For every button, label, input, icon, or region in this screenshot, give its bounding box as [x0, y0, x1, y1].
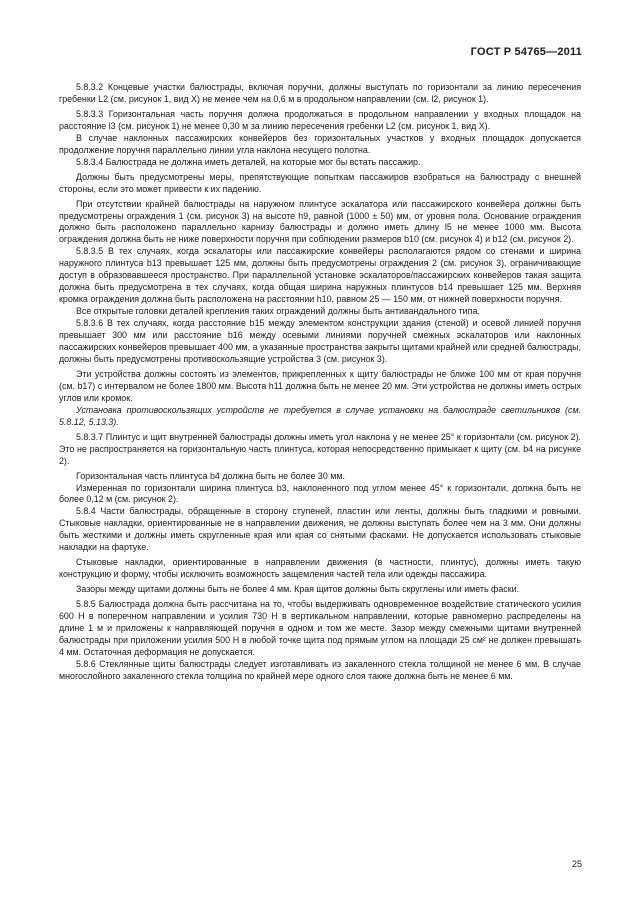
paragraph-5-8-6: 5.8.6 Стеклянные щиты балюстрады следует изготавливать из закаленного стекла толщиной не менее 6 мм. В случае многослойного закаленного стекла толщина по крайней мере одного слоя также должна быть не менее 6 мм.	[59, 658, 581, 681]
paragraph: При отсутствии крайней балюстрады на наружном плинтусе эскалатора или пассажирского конвейера должны быть предусмотрены ограждения 1 (см. рисунок 3) на высоте h9, равной (1000 ± 50) мм, от уровня пола. Основание ограждения должно быть расположено параллельно карнизу балюстрады и должно иметь длину l5 не менее 1000 мм. Высота ограждения должна быть не ниже поверхности поручня при соблюдении размеров b10 (см. рисунок 4) и b12 (см. рисунок 2).	[59, 198, 581, 245]
paragraph: Измеренная по горизонтали ширина плинтуса b3, наклоненного под углом менее 45° к горизонтали, должна быть не более 0,12 м (см. рисунок 2).	[59, 482, 581, 505]
paragraph: В случае наклонных пассажирских конвейеров без горизонтальных участков у входных площадок допускается продолжение поручня параллельно линии угла наклона несущего полотна.	[59, 132, 581, 155]
document-body	[59, 82, 581, 683]
page-number: 25	[571, 859, 582, 869]
paragraph: Стыковые накладки, ориентированные в направлении движения (в частности, плинтус), должны иметь такую конструкцию и форму, чтобы исключить возможность защемления частей тела или одежды пассажира.	[59, 557, 581, 580]
paragraph-note: Установка противоскользящих устройств не требуется в случае установки на балюстраде светильников (см. 5.8.12, 5.13.3).	[59, 404, 581, 427]
paragraph-5-8-3-2: 5.8.3.2 Концевые участки балюстрады, включая поручни, должны выступать по горизонтали за линию пересечения гребенки L2 (см. рисунок 1, вид X) не менее чем на 0,6 м в продольном направлении (см. l2, рисунок 1).	[59, 82, 581, 104]
paragraph-5-8-3-4: 5.8.3.4 Балюстрада не должна иметь деталей, на которые мог бы встать пассажир.	[76, 156, 421, 167]
paragraph: Горизонтальная часть плинтуса b4 должна быть не более 30 мм.	[76, 470, 345, 481]
paragraph-5-8-3-7: 5.8.3.7 Плинтус и щит внутренней балюстрады должны иметь угол наклона γ не менее 25° к горизонтали (см. рисунок 2). Это не распространяется на горизонтальную часть плинтуса, которая непосредственно примыкает к щиту (см. b4 на рисунке 2).	[59, 431, 581, 466]
paragraph: Зазоры между щитами должны быть не более 4 мм. Края щитов должны быть скруглены или иметь фаски.	[76, 584, 520, 595]
paragraph-5-8-3-3: 5.8.3.3 Горизонтальная часть поручня должна продолжаться в продольном направлении у входных площадок на расстояние l3 (см. рисунок 1) не менее 0,30 м за линию пересечения гребенки L2 (см. рисунок 1, вид X).	[59, 108, 581, 131]
paragraph-5-8-5: 5.8.5 Балюстрада должна быть рассчитана на то, чтобы выдерживать одновременное воздействие статического усилия 600 Н в поперечном направлении и усилия 730 Н в вертикальном направлении, которые равномерно распределены на длине 1 м и приложены к направляющей поручня в одном и том же месте. Зазор между смежными щитами внутренней балюстрады при приложении усилия 500 Н в любой точке щита под прямым углом на площади 25 см² не должен превышать 4 мм. Остаточная деформация не допускается.	[59, 599, 581, 657]
paragraph: Эти устройства должны состоять из элементов, прикрепленных к щиту балюстрады не ближе 100 мм от края поручня (см. b17) с интервалом не более 1800 мм. Высота h11 должна быть не менее 20 мм. Эти устройства не должны иметь острых углов или кромок.	[59, 368, 581, 403]
paragraph: Все открытые головки деталей крепления таких ограждений должны быть антивандального типа.	[76, 306, 480, 317]
document-header: ГОСТ Р 54765—2011	[470, 46, 582, 58]
paragraph-5-8-3-6: 5.8.3.6 В тех случаях, когда расстояние b15 между элементом конструкции здания (стеной) и осевой линией поручня превышает 300 мм или расстояние b16 между осевыми линиями поручней смежных эскалаторов или наклонных пассажирских конвейеров превышает 400 мм, а указанные пространства закрыты щитами крайней или средней балюстрады, должны быть предусмотрены противоскользящие устройства 3 (см. рисунок 3).	[59, 318, 581, 364]
paragraph: Должны быть предусмотрены меры, препятствующие попыткам пассажиров взобраться на балюстраду с внешней стороны, если это может привести к их падению.	[59, 171, 581, 194]
paragraph-5-8-3-5: 5.8.3.5 В тех случаях, когда эскалаторы или пассажирские конвейеры располагаются рядом со стенами и ширина наружного плинтуса b13 превышает 125 мм, должны быть предусмотрены ограждения 2 (см. рисунок 3), ограничивающие доступ в образовавшееся пространство. При параллельной установке эскалаторов/пассажирских конвейеров такая защита должна быть предусмотрена в тех случаях, когда общая ширина наружных плинтусов b14 превышает 125 мм. Верхняя кромка ограждения должна быть расположена на расстоянии h10, равном 25 — 150 мм, от нижней поверхности поручня.	[59, 246, 581, 305]
paragraph-5-8-4: 5.8.4 Части балюстрады, обращенные в сторону ступеней, пластин или ленты, должны быть гладкими и ровными. Стыковые накладки, ориентированные не в направлении движения, не должны выступать более чем на 3 мм. Они должны быть жесткими и должны иметь скругленные края или края со снятыми фасками. Не допускается использовать стыковые накладки на фартуке.	[59, 506, 581, 553]
